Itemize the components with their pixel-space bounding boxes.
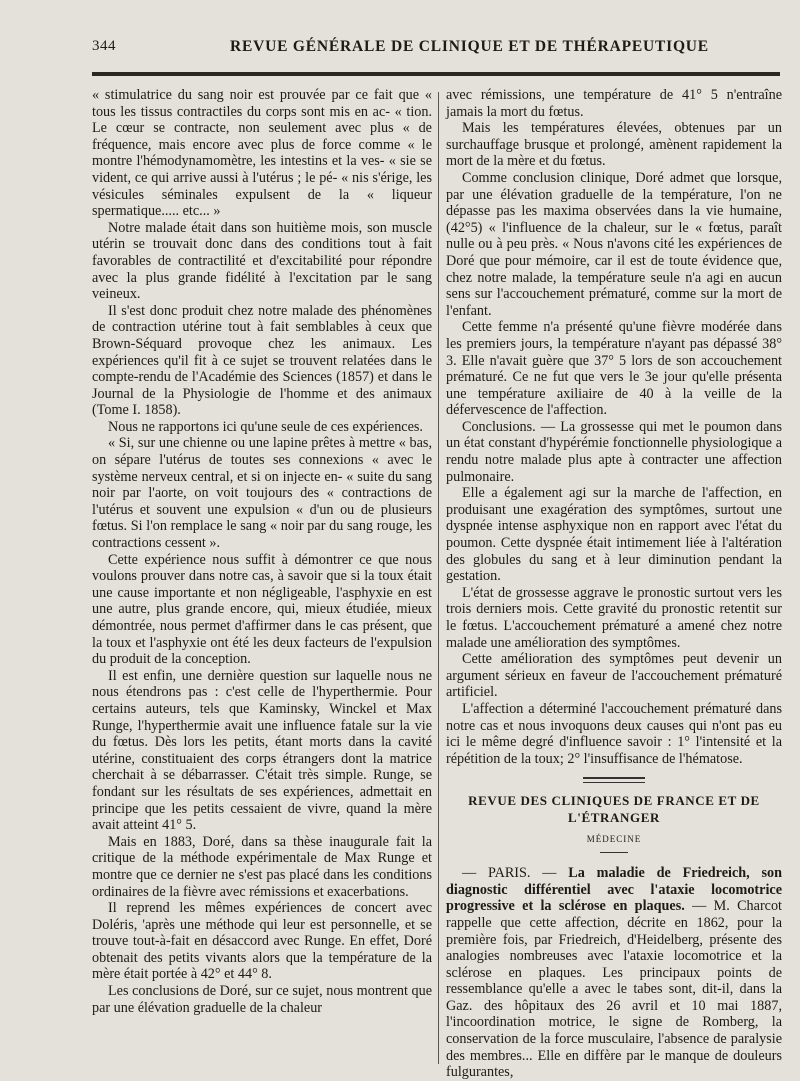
paragraph: Il s'est donc produit chez notre malade des phénomènes de contraction utérine tout à fait semblables à ceux que Brown-Séquard provoque chez les animaux. Les expériences qu'il fit à ce sujet se trouvent relatées dans le compte-rendu de l'Académie des Sciences (1857) et dans le Journal de la Physiologie de l'homme et des animaux (Tome I. 1858). <box>92 302 432 419</box>
paragraph: Elle a également agi sur la marche de l'affection, en produisant une exagération des symptômes, surtout une dyspnée intense asphyxique non en rapport avec l'état du poumon. Cette dyspnée était intimement liée à l'altération des globules du sang et à leur diminution pendant la gestation. <box>446 485 782 585</box>
column-divider <box>438 92 439 1064</box>
paragraph-quote-2: « Si, sur une chienne ou une lapine prêtes à mettre « bas, on sépare l'utérus de toutes ses connexions « avec le système nerveux central, et si on injecte en- « suite du sang noir par l'aorte, on voit toujours des « contractions de l'utérus et souvent une expulsion « d'un ou de plusieurs fœtus. Si l'on remplace le sang « noir par du sang rouge, les contractions cessent ». <box>92 435 432 552</box>
paragraph: Notre malade était dans son huitième mois, son muscle utérin se trouvait donc dans des conditions tout à fait favorables de contractilité et d'excitabilité pour répondre avec la plus grande fidélité à l'excitation par le sang veineux. <box>92 219 432 303</box>
paragraph: Mais en 1883, Doré, dans sa thèse inaugurale fait la critique de la méthode expérimentale de Max Runge et montre que ce dernier ne s'est pas placé dans les conditions ordinaires de la fièvre avec rémissions et exacerbations. <box>92 833 432 900</box>
paragraph: Il est enfin, une dernière question sur laquelle nous ne nous étendrons pas : c'est celle de l'hyperthermie. Pour certains auteurs, tels que Kaminsky, Winckel et Max Runge, l'hyperthermie avait une influence fatale sur la vie du fœtus. Dès lors les petits, étant morts dans la cavité utérine, constituaient des corps étrangers dont la matrice cherchait à se débarrasser. C'était très simple. Runge, se fondant sur les résultats de ses expériences, admettait en principe que les petits cessaient de vivre, quand la mère avait atteint 41° 5. <box>92 667 432 834</box>
paragraph: L'état de grossesse aggrave le pronostic surtout vers les trois derniers mois. Cette gravité du pronostic retentit sur le fœtus. L'accouchement prématuré a amené chez notre malade une amélioration des symptômes. <box>446 584 782 651</box>
section-ornament <box>583 777 645 783</box>
running-title: REVUE GÉNÉRALE DE CLINIQUE ET DE THÉRAPEUTIQUE <box>230 38 709 55</box>
paragraph: Il reprend les mêmes expériences de concert avec Doléris, 'après une méthode qui leur est personnelle, et se trouve tout-à-fait en désaccord avec Runge. En effet, Doré obtenait des petits vivants alors que la température de la mère était portée à 42° et 44° 8. <box>92 900 432 983</box>
paragraph-quote-1: « stimulatrice du sang noir est prouvée par ce fait que « tous les tissus contractiles du corps sont mis en ac- « tion. Le cœur se contracte, non seulement avec plus « de fréquence, mais encore avec plus de force comme « le montre l'hémodynamomètre, les intestins et la ves- « sie se vident, ce qui arrive aussi à l'utérus ; le pé- « nis s'érige, les vésicules séminales expulsent de la « liqueur spermatique..... etc... » <box>92 87 432 220</box>
article-paragraph <box>446 865 782 1081</box>
paragraph: Mais les températures élevées, obtenues par un surchauffage brusque et prolongé, amènent rapidement la mort de la mère et du fœtus. <box>446 120 782 170</box>
paragraph: Comme conclusion clinique, Doré admet que lorsque, par une élévation graduelle de la température, l'on ne dépasse pas les maxima observées dans la vie humaine, (42°5) « l'influence de la chaleur, sur le « fœtus, paraît nulle ou à peu près. « Nous n'avons cité les expériences de Doré que pour mémoire, car il est de toute évidence que, chez notre malade, la température seule n'a agi en aucun sens sur l'accouchement prématuré, comme sur la mort de l'enfant. <box>446 169 782 319</box>
paragraph-continued: avec rémissions, une température de 41° 5 n'entraîne jamais la mort du fœtus. <box>446 87 782 120</box>
right-column <box>446 87 782 1081</box>
article-body: — M. Charcot rappelle que cette affection, décrite en 1862, pour la première fois, par Friedreich, d'Heidelberg, présente des analogies nombreuses avec l'ataxie locomotrice et la sclérose en plaques. Les principaux points de ressemblance qu'elle a avec le tabes sont, dit-il, dans la Gaz. des hôpitaux des 26 avril et 10 mai 1887, l'incoordination motrice, le signe de Romberg, la conservation de la force musculaire, l'absence de paralysie des membres... Elle en diffère par le manque de douleurs fulgurantes, <box>446 898 782 1081</box>
paragraph: Cette amélioration des symptômes peut devenir un argument sérieux en faveur de l'accouchement prématuré artificiel. <box>446 651 782 701</box>
article-lead: — PARIS. — <box>462 865 557 882</box>
page-header <box>92 38 782 58</box>
section-subheading: MÉDECINE <box>586 833 642 844</box>
paragraph: Cette femme n'a présenté qu'une fièvre modérée dans les premiers jours, la température n'ayant pas dépassé 38° 3. Elle n'avait guère que 37° 5 lors de son accouchement prématuré. Ce ne fut que vers le 3e jour qu'elle présenta une température axiliaire de 40 à la veille de la défervescence de l'affection. <box>446 319 782 419</box>
paragraph-conclusions: Conclusions. — La grossesse qui met le poumon dans un état constant d'hypérémie fonctionnelle physiologique a rendu notre malade plus apte à contracter une affection pulmonaire. <box>446 418 782 485</box>
paragraph: Cette expérience nous suffit à démontrer ce que nous voulons prouver dans notre cas, à savoir que si la toux était une cause importante et non négligeable, l'asphyxie en est une autre, plus grande encore, qui, mieux étudiée, mieux démontrée, nous permet d'affirmer dans le cas présent, que la toux et l'asphyxie ont été les deux facteurs de l'expulsion du produit de la conception. <box>92 551 432 668</box>
paragraph: Les conclusions de Doré, sur ce sujet, nous montrent que par une élévation graduelle de la chaleur <box>92 983 432 1016</box>
left-column <box>92 87 432 1016</box>
header-rule <box>92 72 780 76</box>
page-number: 344 <box>92 38 116 54</box>
paragraph: L'affection a déterminé l'accouchement prématuré dans notre cas et nous invoquons deux causes qui n'ont pas eu ici le même degré d'influence savoir : 1° l'intensité et la répétition de la toux; 2° l'insuffisance de l'hématose. <box>446 700 782 767</box>
subheading-rule <box>600 852 628 853</box>
paragraph: Nous ne rapportons ici qu'une seule de ces expériences. <box>108 418 423 435</box>
article-title: La maladie de Friedreich, son diagnostic différentiel avec l'ataxie locomotrice progressive et la sclérose en plaques. <box>446 865 782 915</box>
section-heading: REVUE DES CLINIQUES DE FRANCE ET DE L'ÉTRANGER <box>468 793 760 825</box>
